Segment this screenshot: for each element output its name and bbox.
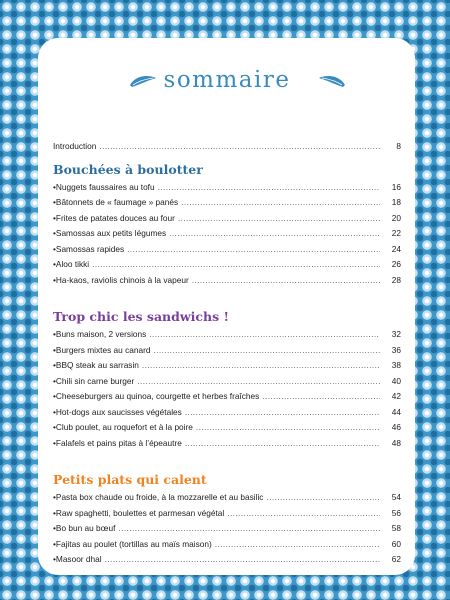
dot-leader [181, 195, 380, 211]
entry-page: 20 [391, 212, 401, 223]
section-items-petits-plats [53, 490, 401, 568]
entry-page: 60 [391, 538, 401, 549]
section-title-bouchees: Bouchées à boulotter [53, 161, 203, 177]
toc-entry[interactable] [53, 343, 401, 359]
section-items-sandwichs [53, 327, 401, 451]
entry-label: • Bâtonnets de « faumage » panés [53, 195, 178, 211]
toc-entry[interactable] [53, 436, 401, 452]
entry-label: • Frites de patates douces au four [53, 211, 175, 227]
entry-label: • Masoor dhal [53, 552, 102, 568]
entry-label: • Burgers mixtes au canard [53, 343, 150, 359]
entry-label: • Falafels et pains pitas à l’épeautre [53, 436, 182, 452]
toc-entry[interactable] [53, 405, 401, 421]
dot-leader [142, 358, 380, 374]
dot-leader [227, 506, 380, 522]
entry-label: • Ha-kaos, raviolis chinois à la vapeur [53, 273, 189, 289]
entry-page: 24 [391, 243, 401, 254]
entry-label: • Bo bun au bœuf [53, 521, 115, 537]
dot-leader [149, 327, 380, 343]
entry-page: 54 [391, 492, 401, 502]
toc-entry[interactable] [53, 195, 401, 211]
dot-leader [158, 180, 380, 196]
toc-entry[interactable] [53, 257, 401, 273]
dot-leader [262, 389, 380, 405]
toc-entry[interactable] [53, 389, 401, 405]
dot-leader [153, 343, 380, 359]
toc-entry[interactable] [53, 226, 401, 242]
dot-leader [266, 490, 380, 506]
entry-label: • BBQ steak au sarrasin [53, 358, 139, 374]
entry-label: • Aloo tikki [53, 257, 89, 273]
toc-entry[interactable] [53, 358, 401, 374]
dot-leader [169, 226, 380, 242]
dot-leader [178, 211, 380, 227]
toc-entry[interactable] [53, 552, 401, 568]
entry-page: 46 [391, 422, 401, 432]
entry-page: 32 [391, 329, 401, 339]
toc-entry[interactable] [53, 242, 401, 258]
toc-header [53, 38, 401, 133]
section-items-bouchees [53, 180, 401, 289]
toc-entry[interactable] [53, 420, 401, 436]
entry-page: 40 [391, 375, 401, 386]
entry-label: • Nuggets faussaires au tofu [53, 180, 155, 196]
entry-page: 8 [396, 141, 401, 151]
dot-leader [215, 537, 380, 553]
entry-label: • Hot-dogs aux saucisses végétales [53, 405, 182, 421]
entry-page: 16 [391, 181, 401, 192]
toc-entry[interactable] [53, 180, 401, 196]
dot-leader [92, 257, 380, 273]
entry-page: 58 [391, 523, 401, 533]
toc-entry[interactable] [53, 211, 401, 227]
entry-page: 62 [391, 554, 401, 564]
entry-label: • Samossas rapides [53, 242, 124, 258]
entry-label: • Cheeseburgers au quinoa, courgette et herbes fraîches [53, 389, 259, 405]
toc-page [38, 38, 415, 575]
toc-entry[interactable] [53, 506, 401, 522]
entry-page: 36 [391, 344, 401, 355]
toc-entry-introduction[interactable] [53, 139, 401, 155]
dot-leader [192, 273, 380, 289]
dot-leader [137, 374, 380, 390]
entry-page: 42 [391, 391, 401, 401]
entry-label: • Raw spaghetti, boulettes et parmesan végétal [53, 506, 224, 522]
toc-entry[interactable] [53, 490, 401, 506]
table-of-contents [53, 139, 401, 568]
toc-entry[interactable] [53, 273, 401, 289]
dot-leader [185, 436, 380, 452]
entry-label: • Fajitas au poulet (tortillas au maïs maison) [53, 537, 212, 553]
entry-page: 44 [391, 406, 401, 417]
page-title: sommaire [163, 67, 291, 93]
dot-leader [118, 521, 380, 537]
entry-page: 56 [391, 507, 401, 518]
entry-label: • Club poulet, au roquefort et à la poire [53, 420, 193, 436]
dot-leader [99, 139, 380, 155]
entry-label: • Samossas aux petits légumes [53, 226, 166, 242]
section-title-petits-plats: Petits plats qui calent [53, 472, 207, 487]
dot-leader [196, 420, 380, 436]
toc-entry[interactable] [53, 327, 401, 343]
leaf-ornament-right-icon [318, 73, 346, 89]
entry-page: 26 [391, 259, 401, 269]
section-title-sandwichs: Trop chic les sandwichs ! [53, 309, 229, 324]
dot-leader [185, 405, 380, 421]
entry-label: • Chili sin carne burger [53, 374, 134, 390]
entry-label: • Buns maison, 2 versions [53, 327, 146, 343]
toc-entry[interactable] [53, 537, 401, 553]
entry-page: 18 [391, 197, 401, 207]
dot-leader [105, 552, 380, 568]
entry-page: 38 [391, 360, 401, 370]
entry-label: • Pasta box chaude ou froide, à la mozzarelle et au basilic [53, 490, 263, 506]
entry-label: Introduction [53, 141, 97, 151]
toc-entry[interactable] [53, 521, 401, 537]
toc-entry[interactable] [53, 374, 401, 390]
entry-page: 28 [391, 274, 401, 285]
dot-leader [127, 242, 380, 258]
entry-page: 48 [391, 437, 401, 448]
entry-page: 22 [391, 228, 401, 238]
